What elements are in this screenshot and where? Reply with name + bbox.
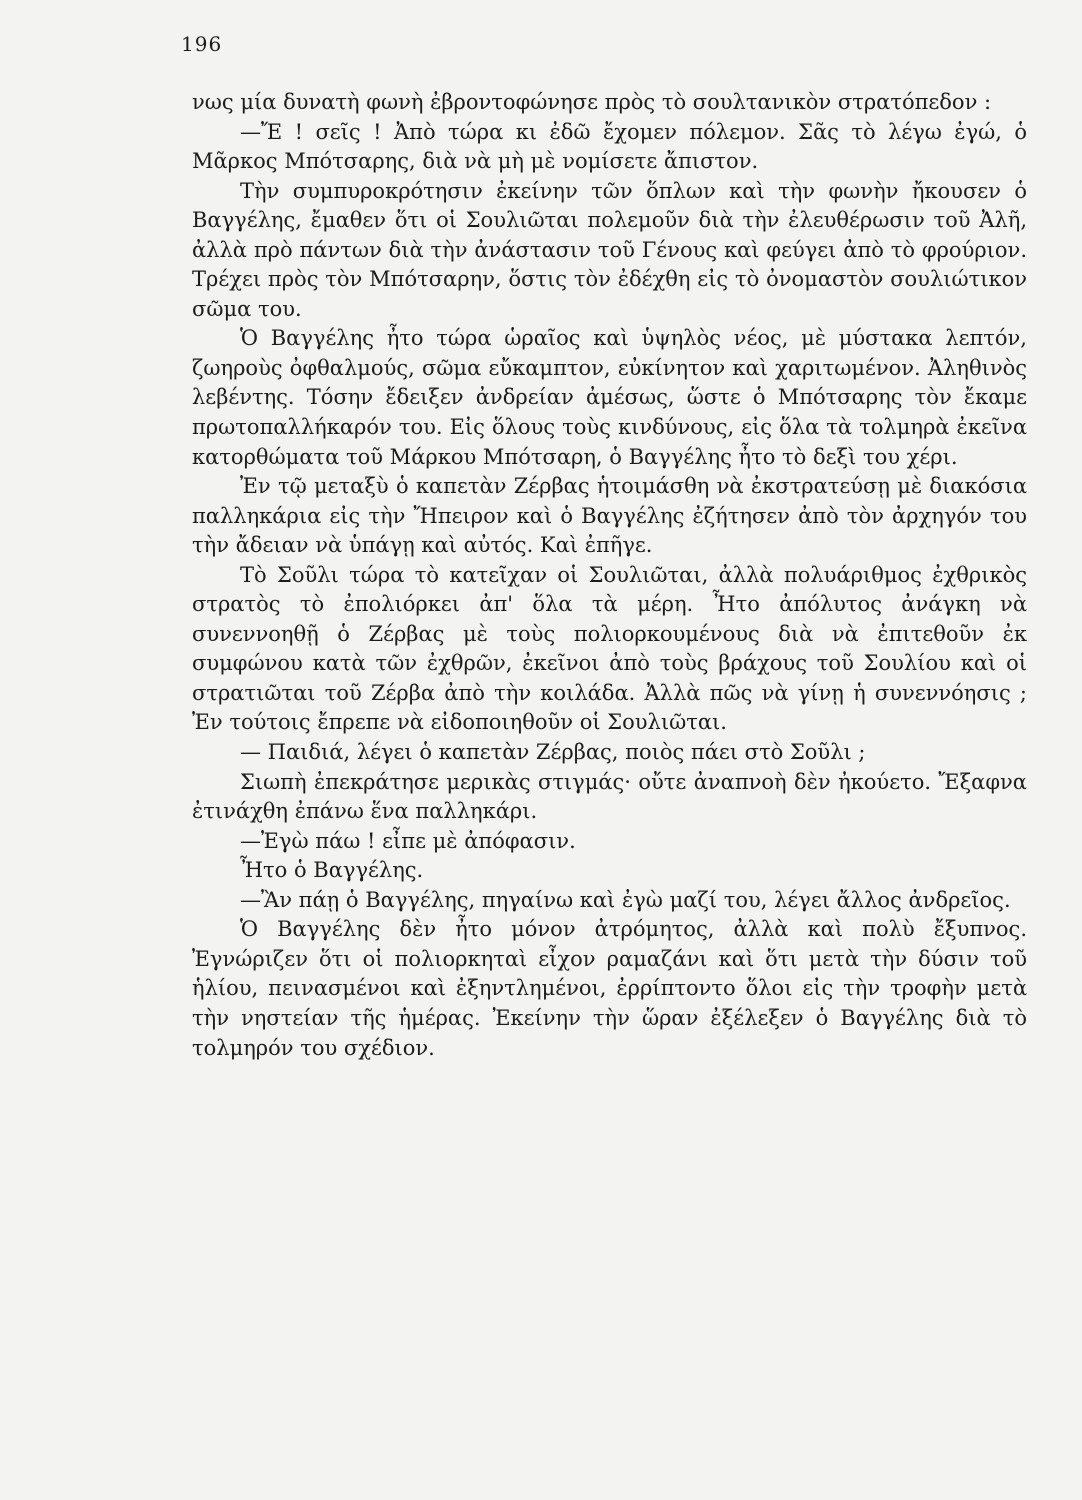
paragraph-6: Τὸ Σοῦλι τώρα τὸ κατεῖχαν οἱ Σουλιῶται, ἀλλὰ πολυάριθμος ἐχθρικὸς στρατὸς τὸ ἐπολιόρκει ἀπ' ὅλα τὰ μέρη. Ἦτο ἀπόλυτος ἀνάγκη νὰ συνεννοηθῇ ὁ Ζέρβας μὲ τοὺς πολιορκουμένους διὰ νὰ ἐπιτεθοῦν ἐκ συμφώνου κατὰ τῶν ἐχθρῶν, ἐκεῖνοι ἀπὸ τοὺς βράχους τοῦ Σουλίου καὶ οἱ στρατιῶται τοῦ Ζέρβα ἀπὸ τὴν κοιλάδα. Ἀλλὰ πῶς νὰ γίνῃ ἡ συνεννόησις ; Ἐν τούτοις ἔπρεπε νὰ εἰδοποιηθοῦν οἱ Σουλιῶται. bbox=[192, 562, 1027, 735]
paragraph-4: Ὁ Βαγγέλης ἦτο τώρα ὡραῖος καὶ ὑψηλὸς νέος, μὲ μύστακα λεπτόν, ζωηροὺς ὀφθαλμούς, σῶμα εὔκαμπτον, εὐκίνητον καὶ χαριτωμένον. Ἀληθινὸς λεβέντης. Τόσην ἔδειξεν ἀνδρείαν ἀμέσως, ὥστε ὁ Μπότσαρης τὸν ἔκαμε πρωτοπαλλήκαρόν του. Εἰς ὅλους τοὺς κινδύνους, εἰς ὅλα τὰ τολμηρὰ ἐκεῖνα κατορθώματα τοῦ Μάρκου Μπότσαρη, ὁ Βαγγέλης ἦτο τὸ δεξὶ του χέρι. bbox=[192, 326, 1027, 469]
paragraph-7: — Παιδιά, λέγει ὁ καπετὰν Ζέρβας, ποιὸς πάει στὸ Σοῦλι ; bbox=[240, 740, 866, 765]
paragraph-2: —Ἔ ! σεῖς ! Ἀπὸ τώρα κι ἐδῶ ἔχομεν πόλεμον. Σᾶς τὸ λέγω ἐγώ, ὁ Μᾶρκος Μπότσαρης, διὰ νὰ μὴ μὲ νομίσετε ἄπιστον. bbox=[192, 119, 1027, 174]
paragraph-5: Ἐν τῷ μεταξὺ ὁ καπετὰν Ζέρβας ἡτοιμάσθη νὰ ἐκστρατεύσῃ μὲ διακόσια παλληκάρια εἰς τὴν Ἤπειρον καὶ ὁ Βαγγέλης ἐζήτησεν ἀπὸ τὸν ἀρχηγόν του τὴν ἄδειαν νὰ ὑπάγῃ καὶ αὐτός. Καὶ ἐπῆγε. bbox=[192, 474, 1027, 558]
paragraph-11: —Ἂν πάῃ ὁ Βαγγέλης, πηγαίνω καὶ ἐγὼ μαζί του, λέγει ἄλλος ἀνδρεῖος. bbox=[240, 887, 1011, 912]
paragraph-3: Τὴν συμπυροκρότησιν ἐκείνην τῶν ὅπλων καὶ τὴν φωνὴν ἤκουσεν ὁ Βαγγέλης, ἔμαθεν ὅτι οἱ Σουλιῶται πολεμοῦν διὰ τὴν ἐλευθέρωσιν τοῦ Ἀλῆ, ἀλλὰ πρὸ πάντων διὰ τὴν ἀνάστασιν τοῦ Γένους καὶ φεύγει ἀπὸ τὸ φρούριον. Τρέχει πρὸς τὸν Μπότσαρην, ὅστις τὸν ἐδέχθη εἰς τὸ ὀνομαστὸν σουλιώτικον σῶμα του. bbox=[192, 178, 1027, 321]
paragraph-12: Ὁ Βαγγέλης δὲν ἦτο μόνον ἀτρόμητος, ἀλλὰ καὶ πολὺ ἔξυπνος. Ἐγνώριζεν ὅτι οἱ πολιορκηταὶ εἶχον ραμαζάνι καὶ ὅτι μετὰ τὴν δύσιν τοῦ ἡλίου, πεινασμένοι καὶ ἐξηντλημένοι, ἐρρίπτοντο ὅλοι εἰς τὴν τροφὴν μετὰ τὴν νηστείαν τῆς ἡμέρας. Ἐκείνην τὴν ὥραν ἐξέλεξεν ὁ Βαγγέλης διὰ τὸ τολμηρόν του σχέδιον. bbox=[192, 917, 1027, 1060]
paragraph-9: —Ἐγὼ πάω ! εἶπε μὲ ἀπόφασιν. bbox=[240, 828, 576, 853]
paragraph-1: νως μία δυνατὴ φωνὴ ἐβροντοφώνησε πρὸς τὸ σουλτανικὸν στρατόπεδον : bbox=[192, 90, 992, 114]
body-text bbox=[192, 88, 1027, 1063]
paragraph-8: Σιωπὴ ἐπεκράτησε μερικὰς στιγμάς· οὔτε ἀναπνοὴ δὲν ἠκούετο. Ἔξαφνα ἐτινάχθη ἐπάνω ἕνα παλληκάρι. bbox=[192, 769, 1027, 824]
paragraph-10: Ἦτο ὁ Βαγγέλης. bbox=[240, 858, 424, 883]
page-number: 196 bbox=[181, 32, 223, 56]
